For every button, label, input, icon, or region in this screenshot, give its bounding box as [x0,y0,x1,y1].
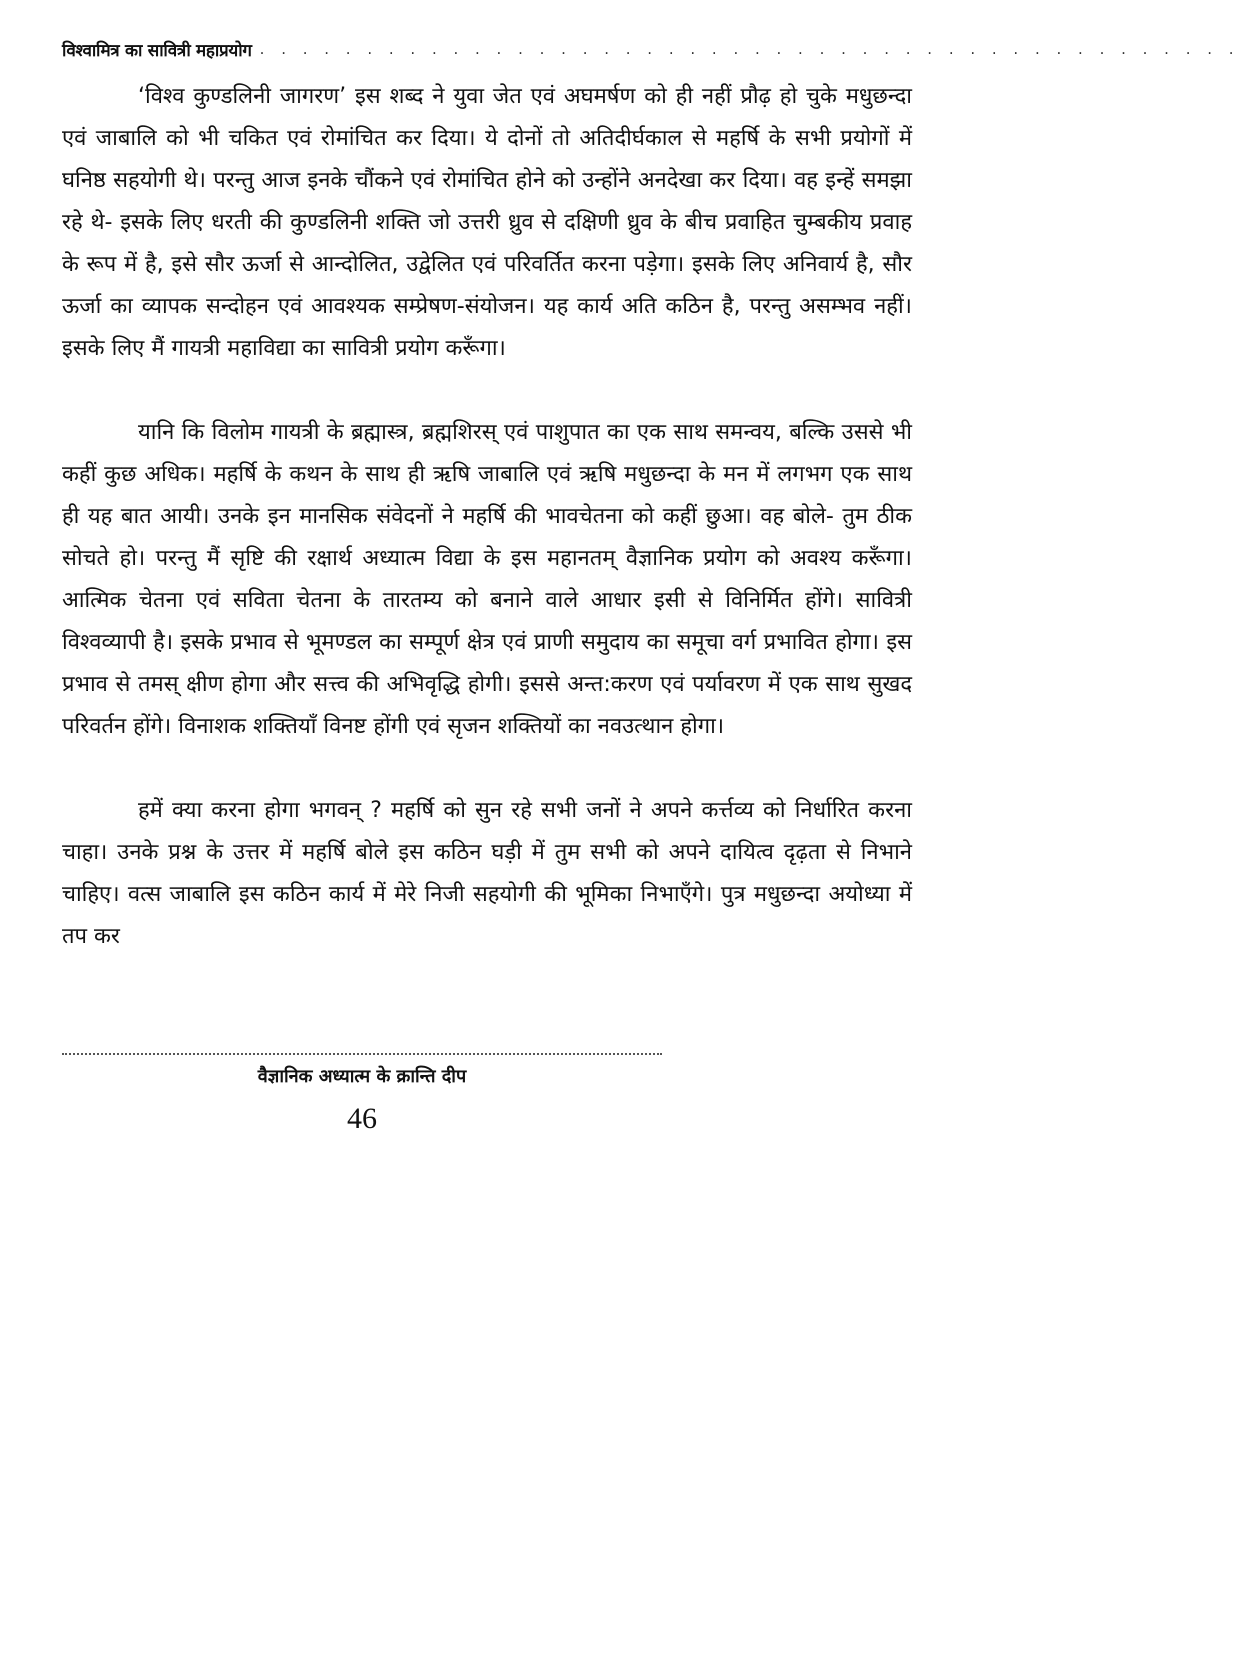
footer-divider [62,1053,662,1055]
footer-book-title: वैज्ञानिक अध्यात्म के क्रान्ति दीप [257,1066,467,1087]
paragraph-1: ‘विश्व कुण्डलिनी जागरण’ इस शब्द ने युवा जेत एवं अघमर्षण को ही नहीं प्रौढ़ हो चुके मधुछन्दा एवं जाबालि को भी चकित एवं रोमांचित कर दिया। ये दोनों तो अतिदीर्घकाल से महर्षि के सभी प्रयोगों में घनिष्ठ सहयोगी थे। परन्तु आज इनके चौंकने एवं रोमांचित होने को उन्होंने अनदेखा कर दिया। वह इन्हें समझा रहे थे- इसके लिए धरती की कुण्डलिनी शक्ति जो उत्तरी ध्रुव से दक्षिणी ध्रुव के बीच प्रवाहित चुम्बकीय प्रवाह के रूप में है, इसे सौर ऊर्जा से आन्दोलित, उद्वेलित एवं परिवर्तित करना पड़ेगा। इसके लिए अनिवार्य है, सौर ऊर्जा का व्यापक सन्दोहन एवं आवश्यक सम्प्रेषण-संयोजन। यह कार्य अति कठिन है, परन्तु असम्भव नहीं। इसके लिए मैं गायत्री महाविद्या का सावित्री प्रयोग करूँगा। [62,84,912,361]
running-header-title: विश्वामित्र का सावित्री महाप्रयोग [62,40,252,61]
paragraph-3: हमें क्या करना होगा भगवन् ? महर्षि को सुन रहे सभी जनों ने अपने कर्त्तव्य को निर्धारित करना चाहा। उनके प्रश्न के उत्तर में महर्षि बोले इस कठिन घड़ी में तुम सभी को अपने दायित्व दृढ़ता से निभाने चाहिए। वत्स जाबालि इस कठिन कार्य में मेरे निजी सहयोगी की भूमिका निभाएँगे। पुत्र मधुछन्दा अयोध्या में तप कर [62,798,912,949]
page-number: 46 [347,1102,377,1135]
leader-dots: . . . . . . . . . . . . . . . . . . . . . . . . . . . . . . . . . . . . . . . . . . . . . . [259,40,1240,58]
body-text [62,76,912,958]
running-header [62,34,1240,64]
paragraph-2: यानि कि विलोम गायत्री के ब्रह्मास्त्र, ब्रह्मशिरस् एवं पाशुपात का एक साथ समन्वय, बल्कि उससे भी कहीं कुछ अधिक। महर्षि के कथन के साथ ही ऋषि जाबालि एवं ऋषि मधुछन्दा के मन में लगभग एक साथ ही यह बात आयी। उनके इन मानसिक संवेदनों ने महर्षि की भावचेतना को कहीं छुआ। वह बोले- तुम ठीक सोचते हो। परन्तु मैं सृष्टि की रक्षार्थ अध्यात्म विद्या के इस महानतम् वैज्ञानिक प्रयोग को अवश्य करूँगा। आत्मिक चेतना एवं सविता चेतना के तारतम्य को बनाने वाले आधार इसी से विनिर्मित होंगे। सावित्री विश्वव्यापी है। इसके प्रभाव से भूमण्डल का सम्पूर्ण क्षेत्र एवं प्राणी समुदाय का समूचा वर्ग प्रभावित होगा। इस प्रभाव से तमस् क्षीण होगा और सत्त्व की अभिवृद्धि होगी। इससे अन्त:करण एवं पर्यावरण में एक साथ सुखद परिवर्तन होंगे। विनाशक शक्तियाँ विनष्ट होंगी एवं सृजन शक्तियों का नवउत्थान होगा। [62,420,912,739]
